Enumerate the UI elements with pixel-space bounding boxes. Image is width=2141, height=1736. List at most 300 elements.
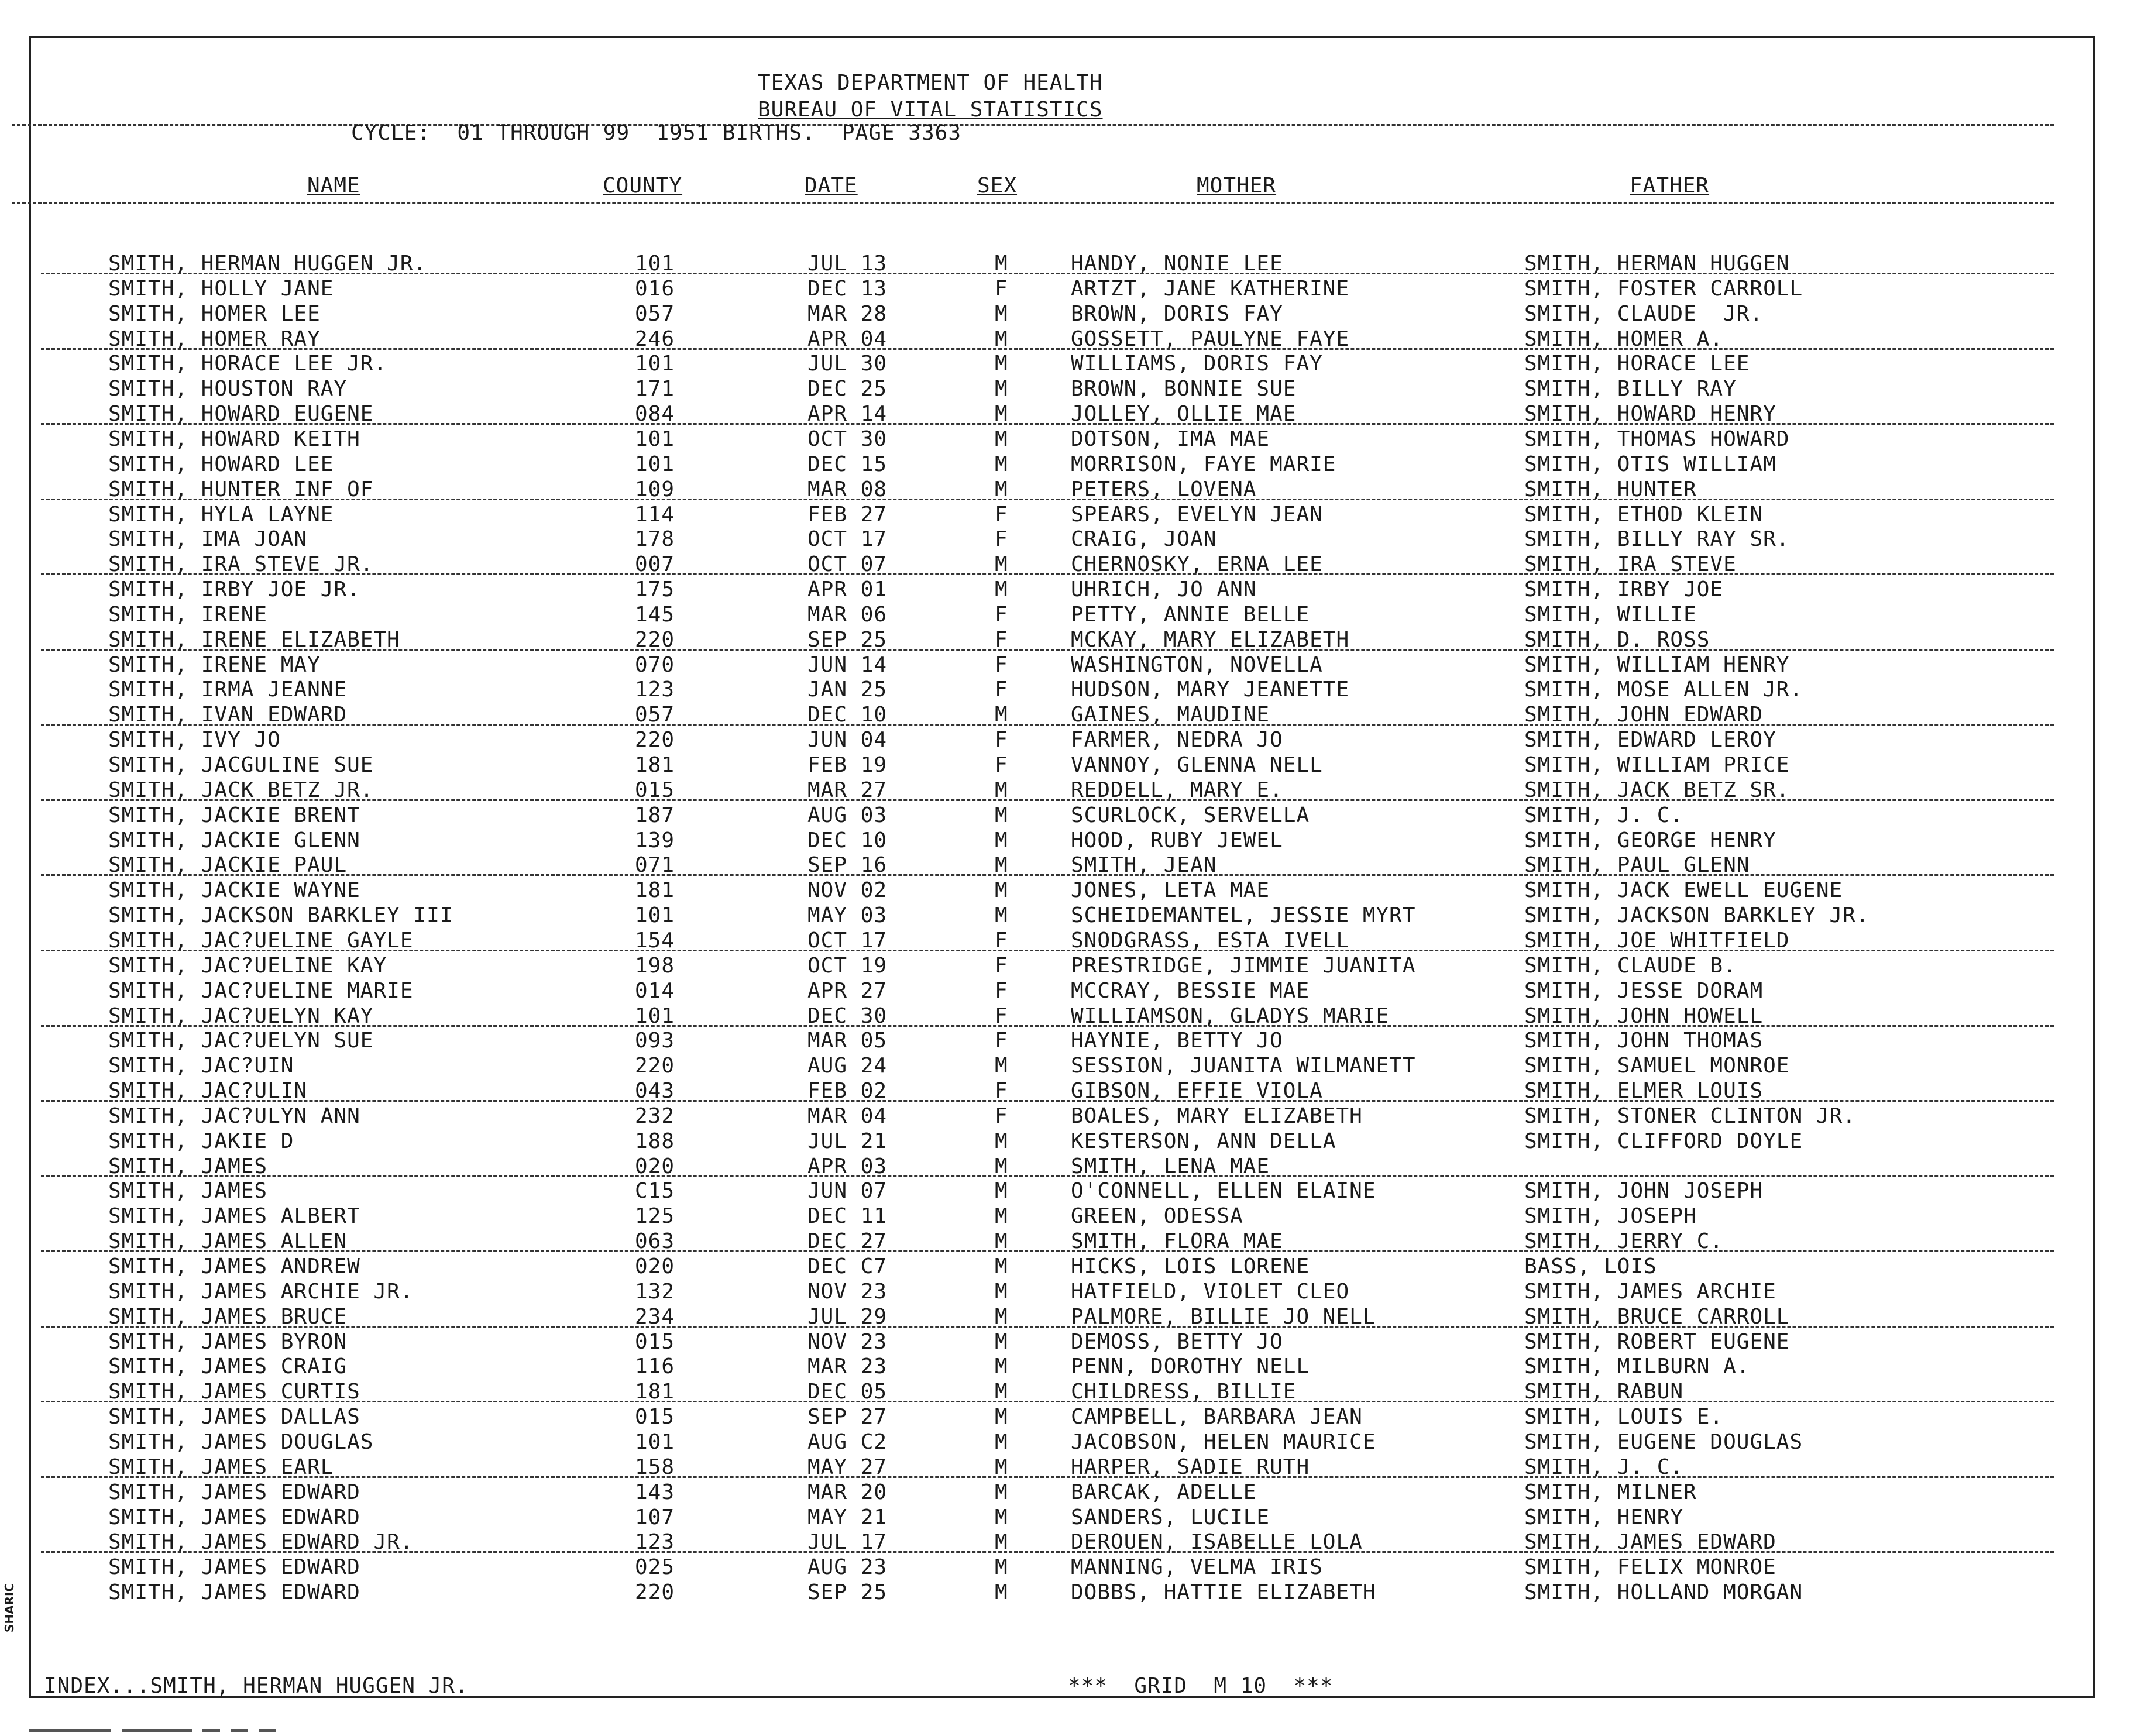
cell-father: SMITH, WILLIAM HENRY [1524, 653, 1790, 677]
cell-name: SMITH, JAMES EARL [108, 1455, 334, 1479]
cell-name: SMITH, JACGULINE SUE [108, 753, 374, 777]
cell-sex: M [995, 1330, 1008, 1354]
cell-name: SMITH, HOWARD KEITH [108, 427, 360, 451]
cell-sex: M [995, 1054, 1008, 1078]
cell-sex: M [995, 1280, 1008, 1304]
cell-father: SMITH, LOUIS E. [1524, 1405, 1724, 1429]
cell-sex: M [995, 1455, 1008, 1479]
cell-county: 178 [635, 527, 675, 551]
cell-sex: M [995, 1129, 1008, 1153]
cell-mother: PRESTRIDGE, JIMMIE JUANITA [1071, 954, 1416, 978]
cell-county: 154 [635, 929, 675, 953]
cell-name: SMITH, JAMES EDWARD [108, 1555, 360, 1579]
cell-date: JUL 21 [807, 1129, 888, 1153]
cell-date: MAY 27 [807, 1455, 888, 1479]
col-header-name: NAME [307, 174, 360, 198]
row-divider [41, 1025, 2054, 1027]
cell-date: DEC 30 [807, 1004, 888, 1028]
cell-date: DEC 13 [807, 277, 888, 301]
cell-sex: M [995, 352, 1008, 376]
cell-father: SMITH, OTIS WILLIAM [1524, 452, 1776, 476]
cell-sex: M [995, 1555, 1008, 1579]
cell-date: OCT 17 [807, 527, 888, 551]
cell-sex: M [995, 402, 1008, 426]
cell-mother: HANDY, NONIE LEE [1071, 252, 1283, 276]
row-divider [41, 874, 2054, 876]
cell-mother: JOLLEY, OLLIE MAE [1071, 402, 1297, 426]
cell-name: SMITH, JAC?UELYN KAY [108, 1004, 374, 1028]
cell-father: SMITH, FELIX MONROE [1524, 1555, 1776, 1579]
cell-father: SMITH, PAUL GLENN [1524, 853, 1750, 877]
cell-sex: M [995, 803, 1008, 827]
cell-mother: CHERNOSKY, ERNA LEE [1071, 552, 1323, 576]
cell-date: MAY 21 [807, 1505, 888, 1529]
cell-county: 143 [635, 1480, 675, 1504]
cell-name: SMITH, JAMES ALBERT [108, 1204, 360, 1228]
cell-mother: JONES, LETA MAE [1071, 878, 1270, 902]
cell-sex: M [995, 778, 1008, 802]
cell-father: SMITH, HORACE LEE [1524, 352, 1750, 376]
col-header-father: FATHER [1630, 174, 1710, 198]
cell-father: SMITH, JAMES ARCHIE [1524, 1280, 1776, 1304]
cell-date: SEP 27 [807, 1405, 888, 1429]
cell-name: SMITH, JAKIE D [108, 1129, 294, 1153]
cell-father: SMITH, MOSE ALLEN JR. [1524, 678, 1803, 702]
cell-name: SMITH, IRBY JOE JR. [108, 577, 360, 601]
cell-name: SMITH, IRENE [108, 603, 268, 627]
cell-father: SMITH, JAMES EDWARD [1524, 1530, 1776, 1554]
cell-date: DEC 10 [807, 703, 888, 727]
cell-mother: SNODGRASS, ESTA IVELL [1071, 929, 1350, 953]
cell-mother: CHILDRESS, BILLIE [1071, 1380, 1297, 1404]
bureau-title: BUREAU OF VITAL STATISTICS [758, 98, 1103, 122]
cell-county: 125 [635, 1204, 675, 1228]
cell-name: SMITH, JAC?UELINE GAYLE [108, 929, 414, 953]
row-divider [41, 1175, 2054, 1177]
cell-name: SMITH, JACKIE GLENN [108, 829, 360, 852]
cell-mother: KESTERSON, ANN DELLA [1071, 1129, 1336, 1153]
cell-sex: M [995, 452, 1008, 476]
cell-name: SMITH, JAMES BYRON [108, 1330, 348, 1354]
cell-father: SMITH, HOLLAND MORGAN [1524, 1580, 1803, 1604]
cell-county: 025 [635, 1555, 675, 1579]
cell-mother: JACOBSON, HELEN MAURICE [1071, 1430, 1376, 1454]
cell-mother: HICKS, LOIS LORENE [1071, 1254, 1310, 1278]
cell-mother: MANNING, VELMA IRIS [1071, 1555, 1323, 1579]
cell-sex: M [995, 1305, 1008, 1329]
cell-county: 093 [635, 1029, 675, 1053]
cell-sex: M [995, 853, 1008, 877]
cell-sex: M [995, 477, 1008, 501]
cell-father: SMITH, JOHN EDWARD [1524, 703, 1764, 727]
cell-mother: SMITH, LENA MAE [1071, 1154, 1270, 1178]
cell-date: SEP 25 [807, 628, 888, 652]
cell-sex: M [995, 1405, 1008, 1429]
cell-county: 107 [635, 1505, 675, 1529]
cell-mother: SMITH, JEAN [1071, 853, 1217, 877]
col-header-mother: MOTHER [1197, 174, 1277, 198]
cell-date: MAR 28 [807, 302, 888, 326]
side-label: SHARIC [2, 1583, 16, 1632]
cell-date: OCT 07 [807, 552, 888, 576]
cell-name: SMITH, IMA JOAN [108, 527, 308, 551]
cell-date: JUN 04 [807, 728, 888, 752]
cell-date: AUG 24 [807, 1054, 888, 1078]
cell-father: SMITH, JERRY C. [1524, 1229, 1724, 1253]
cell-name: SMITH, HOUSTON RAY [108, 377, 348, 401]
cell-county: 020 [635, 1154, 675, 1178]
cell-county: 020 [635, 1254, 675, 1278]
col-header-county: COUNTY [603, 174, 683, 198]
cell-county: 043 [635, 1079, 675, 1103]
cell-mother: VANNOY, GLENNA NELL [1071, 753, 1323, 777]
cell-county: 181 [635, 1380, 675, 1404]
cell-name: SMITH, JAMES EDWARD [108, 1580, 360, 1604]
cell-date: DEC 11 [807, 1204, 888, 1228]
cell-county: 101 [635, 352, 675, 376]
cell-sex: M [995, 577, 1008, 601]
cell-sex: M [995, 552, 1008, 576]
cell-name: SMITH, IRA STEVE JR. [108, 552, 374, 576]
cell-father: SMITH, J. C. [1524, 803, 1684, 827]
cell-father: SMITH, BILLY RAY SR. [1524, 527, 1790, 551]
cell-date: NOV 23 [807, 1280, 888, 1304]
row-divider [41, 348, 2054, 350]
cell-county: 114 [635, 503, 675, 527]
row-divider [41, 273, 2054, 274]
cell-name: SMITH, HOWARD LEE [108, 452, 334, 476]
cell-mother: SCHEIDEMANTEL, JESSIE MYRT [1071, 903, 1416, 927]
cell-father: SMITH, JOE WHITFIELD [1524, 929, 1790, 953]
cell-county: 175 [635, 577, 675, 601]
cell-father: SMITH, WILLIAM PRICE [1524, 753, 1790, 777]
cell-county: 071 [635, 853, 675, 877]
cell-father: SMITH, ELMER LOUIS [1524, 1079, 1764, 1103]
cell-name: SMITH, JAMES EDWARD [108, 1480, 360, 1504]
cell-sex: M [995, 1204, 1008, 1228]
cell-date: NOV 23 [807, 1330, 888, 1354]
cell-county: 139 [635, 829, 675, 852]
cell-mother: FARMER, NEDRA JO [1071, 728, 1283, 752]
cell-county: 063 [635, 1229, 675, 1253]
cell-sex: F [995, 728, 1008, 752]
cell-father: SMITH, HOWARD HENRY [1524, 402, 1776, 426]
cell-mother: GOSSETT, PAULYNE FAYE [1071, 327, 1350, 351]
cell-county: 084 [635, 402, 675, 426]
cell-date: APR 27 [807, 979, 888, 1003]
cell-name: SMITH, JAMES DOUGLAS [108, 1430, 374, 1454]
cell-date: APR 04 [807, 327, 888, 351]
cell-sex: F [995, 1104, 1008, 1128]
cell-father: SMITH, WILLIE [1524, 603, 1697, 627]
column-header-divider [12, 202, 2054, 204]
cell-father: SMITH, CLAUDE JR. [1524, 302, 1764, 326]
cell-name: SMITH, HYLA LAYNE [108, 503, 334, 527]
cell-sex: M [995, 1229, 1008, 1253]
cell-county: 007 [635, 552, 675, 576]
cell-mother: HATFIELD, VIOLET CLEO [1071, 1280, 1350, 1304]
cell-mother: SANDERS, LUCILE [1071, 1505, 1270, 1529]
cell-sex: F [995, 1029, 1008, 1053]
cell-mother: UHRICH, JO ANN [1071, 577, 1257, 601]
cell-county: 181 [635, 878, 675, 902]
cell-father: SMITH, EUGENE DOUGLAS [1524, 1430, 1803, 1454]
cell-date: AUG C2 [807, 1430, 888, 1454]
cell-sex: M [995, 1355, 1008, 1379]
cell-county: 158 [635, 1455, 675, 1479]
cell-name: SMITH, JAMES DALLAS [108, 1405, 360, 1429]
cell-father: SMITH, CLIFFORD DOYLE [1524, 1129, 1803, 1153]
cell-name: SMITH, IRENE MAY [108, 653, 321, 677]
cell-date: OCT 19 [807, 954, 888, 978]
cell-mother: WILLIAMS, DORIS FAY [1071, 352, 1323, 376]
cell-county: 015 [635, 1405, 675, 1429]
cell-mother: WASHINGTON, NOVELLA [1071, 653, 1323, 677]
cell-county: C15 [635, 1179, 675, 1203]
cell-name: SMITH, HOMER RAY [108, 327, 321, 351]
row-divider [41, 799, 2054, 801]
cell-date: DEC 27 [807, 1229, 888, 1253]
cell-county: 057 [635, 703, 675, 727]
cell-sex: M [995, 1430, 1008, 1454]
cell-name: SMITH, HORACE LEE JR. [108, 352, 387, 376]
cell-name: SMITH, JAMES ALLEN [108, 1229, 348, 1253]
cell-county: 246 [635, 327, 675, 351]
cell-name: SMITH, JAMES ARCHIE JR. [108, 1280, 414, 1304]
cell-date: MAR 27 [807, 778, 888, 802]
cell-name: SMITH, IVAN EDWARD [108, 703, 348, 727]
cell-name: SMITH, JAC?UELINE MARIE [108, 979, 414, 1003]
cell-county: 123 [635, 678, 675, 702]
cell-date: AUG 23 [807, 1555, 888, 1579]
cell-date: FEB 02 [807, 1079, 888, 1103]
cell-date: MAR 05 [807, 1029, 888, 1053]
cell-mother: BOALES, MARY ELIZABETH [1071, 1104, 1363, 1128]
cell-father: SMITH, ROBERT EUGENE [1524, 1330, 1790, 1354]
cell-county: 123 [635, 1530, 675, 1554]
cell-mother: CRAIG, JOAN [1071, 527, 1217, 551]
row-divider [41, 950, 2054, 951]
cell-sex: M [995, 829, 1008, 852]
cell-sex: M [995, 1530, 1008, 1554]
cell-county: 132 [635, 1280, 675, 1304]
cell-name: SMITH, JAMES ANDREW [108, 1254, 360, 1278]
row-divider [41, 724, 2054, 726]
cell-county: 070 [635, 653, 675, 677]
row-divider [41, 1476, 2054, 1478]
cell-sex: M [995, 1179, 1008, 1203]
cell-date: DEC 05 [807, 1380, 888, 1404]
cell-name: SMITH, JACKIE PAUL [108, 853, 348, 877]
cell-father: SMITH, JACK EWELL EUGENE [1524, 878, 1843, 902]
header-divider [12, 124, 2054, 126]
cell-date: JUL 17 [807, 1530, 888, 1554]
cell-sex: M [995, 903, 1008, 927]
cell-county: 101 [635, 252, 675, 276]
cell-date: DEC 25 [807, 377, 888, 401]
cell-sex: F [995, 1004, 1008, 1028]
cell-sex: F [995, 653, 1008, 677]
cell-name: SMITH, HUNTER INF OF [108, 477, 374, 501]
cell-date: JUL 29 [807, 1305, 888, 1329]
cell-county: 016 [635, 277, 675, 301]
cell-mother: DEMOSS, BETTY JO [1071, 1330, 1283, 1354]
cell-county: 145 [635, 603, 675, 627]
cell-county: 057 [635, 302, 675, 326]
cell-mother: MCKAY, MARY ELIZABETH [1071, 628, 1350, 652]
cell-date: NOV 02 [807, 878, 888, 902]
cell-mother: WILLIAMSON, GLADYS MARIE [1071, 1004, 1390, 1028]
cell-name: SMITH, JAC?UELINE KAY [108, 954, 387, 978]
cell-sex: F [995, 954, 1008, 978]
cell-sex: M [995, 1505, 1008, 1529]
cell-county: 220 [635, 1580, 675, 1604]
cell-date: SEP 16 [807, 853, 888, 877]
cell-county: 014 [635, 979, 675, 1003]
cell-county: 198 [635, 954, 675, 978]
cell-name: SMITH, JAMES [108, 1179, 268, 1203]
cell-name: SMITH, JACK BETZ JR. [108, 778, 374, 802]
cell-mother: HARPER, SADIE RUTH [1071, 1455, 1310, 1479]
cell-county: 101 [635, 1004, 675, 1028]
cell-sex: F [995, 527, 1008, 551]
cell-county: 187 [635, 803, 675, 827]
cell-mother: SESSION, JUANITA WILMANETT [1071, 1054, 1416, 1078]
cell-sex: M [995, 377, 1008, 401]
cell-father: SMITH, JOHN JOSEPH [1524, 1179, 1764, 1203]
cell-father: SMITH, JOHN THOMAS [1524, 1029, 1764, 1053]
cell-county: 220 [635, 628, 675, 652]
cell-name: SMITH, HERMAN HUGGEN JR. [108, 252, 427, 276]
cell-county: 015 [635, 1330, 675, 1354]
scan-artifact-bars [29, 1723, 380, 1727]
cell-sex: F [995, 753, 1008, 777]
cell-father: SMITH, HUNTER [1524, 477, 1697, 501]
cell-sex: M [995, 1154, 1008, 1178]
cell-father: SMITH, GEORGE HENRY [1524, 829, 1776, 852]
cell-date: APR 14 [807, 402, 888, 426]
cell-sex: M [995, 1380, 1008, 1404]
cell-mother: DOBBS, HATTIE ELIZABETH [1071, 1580, 1376, 1604]
cell-mother: PETERS, LOVENA [1071, 477, 1257, 501]
cell-county: 101 [635, 452, 675, 476]
cell-mother: PETTY, ANNIE BELLE [1071, 603, 1310, 627]
cell-mother: O'CONNELL, ELLEN ELAINE [1071, 1179, 1376, 1203]
cell-name: SMITH, JAC?UELYN SUE [108, 1029, 374, 1053]
cell-date: JUL 30 [807, 352, 888, 376]
cell-name: SMITH, JACKIE BRENT [108, 803, 360, 827]
cell-sex: M [995, 1580, 1008, 1604]
cell-mother: MCCRAY, BESSIE MAE [1071, 979, 1310, 1003]
cell-father: SMITH, FOSTER CARROLL [1524, 277, 1803, 301]
cell-name: SMITH, JAMES EDWARD JR. [108, 1530, 414, 1554]
cell-father: SMITH, BILLY RAY [1524, 377, 1737, 401]
cycle-line: CYCLE: 01 THROUGH 99 1951 BIRTHS. PAGE 3363 [351, 121, 961, 145]
cell-county: 232 [635, 1104, 675, 1128]
cell-county: 015 [635, 778, 675, 802]
cell-mother: REDDELL, MARY E. [1071, 778, 1283, 802]
row-divider [41, 1551, 2054, 1553]
col-header-sex: SEX [977, 174, 1018, 198]
cell-mother: DOTSON, IMA MAE [1071, 427, 1270, 451]
cell-sex: M [995, 1254, 1008, 1278]
cell-mother: GAINES, MAUDINE [1071, 703, 1270, 727]
cell-father: SMITH, JOHN HOWELL [1524, 1004, 1764, 1028]
cell-name: SMITH, JAMES EDWARD [108, 1505, 360, 1529]
cell-sex: M [995, 252, 1008, 276]
cell-mother: BROWN, DORIS FAY [1071, 302, 1283, 326]
cell-mother: DEROUEN, ISABELLE LOLA [1071, 1530, 1363, 1554]
cell-sex: M [995, 327, 1008, 351]
cell-county: 234 [635, 1305, 675, 1329]
cell-father: SMITH, JACK BETZ SR. [1524, 778, 1790, 802]
cell-name: SMITH, HOWARD EUGENE [108, 402, 374, 426]
cell-date: APR 03 [807, 1154, 888, 1178]
cell-county: 101 [635, 903, 675, 927]
cell-father: SMITH, THOMAS HOWARD [1524, 427, 1790, 451]
cell-date: DEC 10 [807, 829, 888, 852]
row-divider [41, 649, 2054, 651]
cell-county: 220 [635, 1054, 675, 1078]
cell-father: SMITH, JOSEPH [1524, 1204, 1697, 1228]
row-divider [41, 1326, 2054, 1328]
cell-sex: M [995, 703, 1008, 727]
cell-mother: GIBSON, EFFIE VIOLA [1071, 1079, 1323, 1103]
cell-county: 188 [635, 1129, 675, 1153]
row-divider [41, 1100, 2054, 1102]
cell-county: 181 [635, 753, 675, 777]
dept-title: TEXAS DEPARTMENT OF HEALTH [758, 71, 1103, 95]
cell-date: OCT 30 [807, 427, 888, 451]
cell-father: SMITH, EDWARD LEROY [1524, 728, 1776, 752]
cell-date: AUG 03 [807, 803, 888, 827]
cell-sex: M [995, 302, 1008, 326]
cell-county: 101 [635, 1430, 675, 1454]
cell-county: 220 [635, 728, 675, 752]
cell-name: SMITH, JAMES [108, 1154, 268, 1178]
cell-date: FEB 19 [807, 753, 888, 777]
cell-name: SMITH, JAC?ULIN [108, 1079, 308, 1103]
cell-father: SMITH, IRA STEVE [1524, 552, 1737, 576]
cell-sex: F [995, 603, 1008, 627]
cell-father: SMITH, J. C. [1524, 1455, 1684, 1479]
cell-father: SMITH, HOMER A. [1524, 327, 1724, 351]
cell-date: APR 01 [807, 577, 888, 601]
cell-name: SMITH, HOMER LEE [108, 302, 321, 326]
cell-name: SMITH, JACKIE WAYNE [108, 878, 360, 902]
col-header-date: DATE [805, 174, 858, 198]
cell-date: MAR 23 [807, 1355, 888, 1379]
cell-father: SMITH, RABUN [1524, 1380, 1684, 1404]
cell-date: MAR 04 [807, 1104, 888, 1128]
cell-county: 101 [635, 427, 675, 451]
cell-name: SMITH, JAMES BRUCE [108, 1305, 348, 1329]
cell-mother: MORRISON, FAYE MARIE [1071, 452, 1336, 476]
cell-county: 116 [635, 1355, 675, 1379]
cell-sex: M [995, 878, 1008, 902]
cell-father: SMITH, SAMUEL MONROE [1524, 1054, 1790, 1078]
cell-mother: SPEARS, EVELYN JEAN [1071, 503, 1323, 527]
cell-father: SMITH, HENRY [1524, 1505, 1684, 1529]
cell-name: SMITH, JAC?ULYN ANN [108, 1104, 360, 1128]
cell-date: MAR 06 [807, 603, 888, 627]
index-footer: INDEX...SMITH, HERMAN HUGGEN JR. [44, 1674, 469, 1698]
cell-name: SMITH, IRMA JEANNE [108, 678, 348, 702]
cell-sex: F [995, 979, 1008, 1003]
cell-date: SEP 25 [807, 1580, 888, 1604]
cell-father: SMITH, IRBY JOE [1524, 577, 1724, 601]
cell-mother: HUDSON, MARY JEANETTE [1071, 678, 1350, 702]
